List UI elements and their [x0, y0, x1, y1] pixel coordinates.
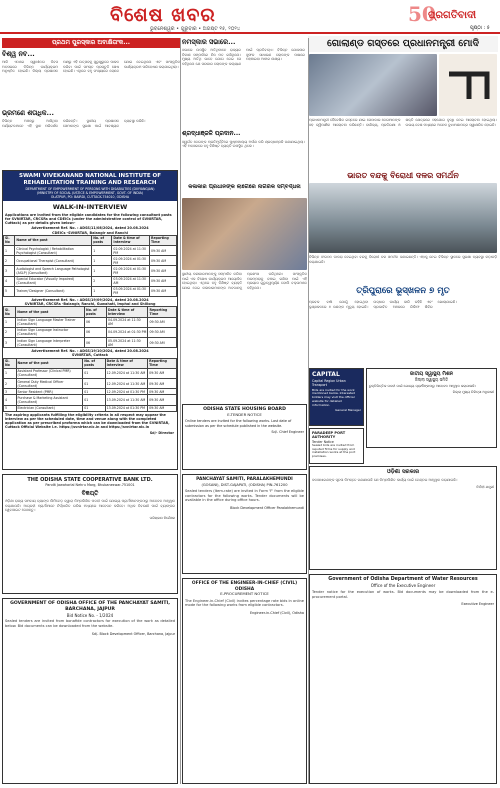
table-cell: 06 [85, 317, 107, 327]
table-header-cell: Date & time of Interview [112, 235, 150, 245]
capital-title: CAPITAL [312, 371, 340, 378]
health-title: ଜାତୀୟ ସ୍ୱାସ୍ଥ୍ୟ ମିଶନ [409, 371, 454, 377]
table-header-row [4, 235, 177, 245]
water-ad [309, 574, 497, 784]
headline-2-body: ବିଭିନ୍ନ ସଂଗଠନ ଡାକରା ଦେଇଥିବା ବନ୍ଦକୁ ବିରୋଧୀ ଦଳ ସମର୍ଥନ ଜଣାଇଛନ୍ତି। ଏହାକୁ ନେଇ ବିଭିନ୍ନ ସ୍ଥାନରେ ସୁରକ୍ଷା ବ୍ୟବସ୍ଥା କଡ଼ାକଡ଼ି କରାଯାଇଛି। [309, 255, 497, 264]
table-row [4, 378, 177, 388]
table-cell: 09:30 AM [149, 246, 176, 256]
engineer-body: The Engineer-in-Chief (Civil) invites percentage rate bids in online mode for the following works from eligible contractors. [185, 598, 304, 608]
table-cell: 5 [4, 286, 15, 296]
table-cell: Assistant Professor (Clinical PMR) (Consultant) [16, 368, 83, 378]
svnirtar-advertisement [2, 170, 178, 470]
rangpur-title: PARADEEP PORT AUTHORITY [312, 431, 346, 440]
walk-in-intro: Applications are invited from the eligible candidates for the following consultant posts for SVNIRTAR, CRCSRs and CDEICs (under the administrative control of SVNIRTAR, Cuttack) as per details given below:- [5, 212, 172, 226]
table-cell: 09:30 AM [148, 405, 177, 411]
svnirtar-header [3, 171, 177, 201]
table-cell: 2 [92, 276, 112, 286]
table-row [4, 276, 177, 286]
table-row [4, 368, 177, 378]
table-cell: General Duty Medical Officer (Consultant) [16, 378, 83, 388]
table-cell: 05.09.2024 at 11:30 AM [107, 337, 148, 347]
table-row [4, 395, 177, 405]
water-sign: Executive Engineer [461, 602, 494, 607]
table-row [4, 266, 177, 276]
table-cell: 1 [92, 266, 112, 276]
anniversary-logo: 50 [408, 2, 436, 26]
story-2 [2, 109, 180, 167]
ad-signature: Sd/- Director [149, 430, 174, 435]
table-cell: 2 [4, 327, 16, 337]
table-header-cell: No. of posts [83, 358, 105, 368]
table-header-cell: Sl. No [4, 307, 16, 317]
org-address-line: OLATPUR, PO: BAIRDI, CUTTACK-754010, ODISHA [50, 194, 130, 199]
coop-bank-sign: ପରିଚାଳନା ନିର୍ଦ୍ଦେଶକ [149, 515, 175, 520]
table-cell: 09:30 AM [148, 327, 177, 337]
table-header-cell: Name of the post [15, 235, 92, 245]
mid-body: ସ୍ଥାନୀୟ କଳାକାରମାନଙ୍କୁ ସମ୍ମାନିତ କରିବା ପାଇଁ ଏକ ବିଶେଷ କାର୍ଯ୍ୟକ୍ରମ ଆୟୋଜିତ ହୋଇଥିଲା। ଏଥିରେ ବହୁ ବିଶିଷ୍ଟ ବ୍ୟକ୍ତି ଯୋଗ ଦେଇ କଳାକାରମାନଙ୍କ ଅବଦାନକୁ ପ୍ରଶଂସା କରିଥିଲେ। ସାଂସ୍କୃତିକ ପରମ୍ପରାକୁ ବଞ୍ଚାଇ ରଖିବା ପାଇଁ ଏହି ପ୍ରୟାସ ଗୁରୁତ୍ୱପୂର୍ଣ୍ଣ ବୋଲି ବକ୍ତାମାନେ କହିଥିଲେ। [182, 272, 307, 290]
center-ad [182, 404, 307, 470]
table-cell: 3 [4, 389, 17, 395]
table-cell: Clinical Psychologist / Rehabilitation Psychologist (Consultant) [15, 246, 92, 256]
story-1 [2, 50, 180, 108]
table-cell: 06 [85, 327, 107, 337]
table-header-cell: Sl. No [4, 235, 15, 245]
column-rule-1 [180, 38, 181, 784]
org-ministry-line: (MINISTRY OF SOCIAL JUSTICE & EMPOWERMENT, GOVT. OF INDIA) [36, 190, 144, 195]
table-header-cell: Reporting Time [149, 235, 176, 245]
panchayat-ad [182, 474, 307, 574]
table-cell: 02.09.2024 at 11:30 PM [112, 246, 150, 256]
posts-table-1 [3, 235, 177, 297]
adv-ref-1: Advertisement Ref. No. : ADSS/11/08/2024, dated 20.08.2024 [31, 226, 149, 231]
table-cell: 09:30 AM [148, 368, 177, 378]
table-header-cell: Name of the post [16, 307, 85, 317]
jajpur-subtitle: Bid Notice No. - 1/2024 [66, 613, 114, 619]
lead-photo [309, 54, 437, 116]
table-cell: 13.09.2024 at 11:30 AM [105, 395, 147, 405]
table-cell: Purchase & Marketing Assistant (Consultant) [16, 395, 83, 405]
right-col-body: ଜନସାଧାରଣଙ୍କ ସୂଚନା ନିମନ୍ତେ ଜଣାଯାଉଛି ଯେ ନିମ୍ନଲିଖିତ କାର୍ଯ୍ୟ ପାଇଁ ଟେଣ୍ଡର ଆହ୍ୱାନ କରାଯାଉଛି। [312, 477, 458, 482]
coop-bank-title: THE ODISHA STATE COOPERATIVE BANK LTD. [27, 477, 153, 483]
rangpur-body: Sealed bids are invited from reputed firms for supply and installation works at the port premises. [312, 442, 356, 459]
table-cell: 1 [4, 368, 17, 378]
headline-2-box [308, 170, 498, 182]
table-cell: Special Educator (Visually Impaired) (Consultant) [15, 276, 92, 286]
lead-body: ପ୍ରଧାନମନ୍ତ୍ରୀ ବୈଦେଶିକ ଗସ୍ତରେ ଯାଇ ସେଠାକାର ନେତାମାନଙ୍କ ସହ ଦ୍ୱିପାକ୍ଷିକ ଆଲୋଚନା କରିଛନ୍ତି। ବାଣିଜ୍ୟ, ପ୍ରତିରକ୍ଷା ଓ ଶକ୍ତି କ୍ଷେତ୍ରରେ ସହଯୋଗ ବୃଦ୍ଧି ନେଇ ଆଲୋଚନା ହୋଇଥିଲା। ଉଭୟ ଦେଶ ମଧ୍ୟରେ ଅନେକ ବୁଝାମଣାପତ୍ର ସ୍ୱାକ୍ଷରିତ ହୋଇଛି। [309, 118, 497, 127]
water-subtitle: Office of the Executive Engineer [370, 582, 436, 588]
table-cell: 01 [83, 405, 105, 411]
jajpur-footer: Sd/- Block Development Officer, Barchana, Jajpur [91, 631, 175, 636]
water-title: Government of Odisha Department of Water Resources [328, 577, 478, 582]
table-row [4, 337, 177, 347]
table-cell: 12.09.2024 at 11:30 AM [105, 368, 147, 378]
capital-sign: General Manager [335, 408, 361, 413]
rangpur-subtitle: Tender Notice [312, 439, 334, 444]
coop-bank-body: ଓଡ଼ିଶା ରାଜ୍ୟ ସମବାୟ ବ୍ୟାଙ୍କ ଲିମିଟେଡ଼ ଦ୍ୱାରା ନିମ୍ନଲିଖିତ ପଦବୀ ପାଇଁ ଯୋଗ୍ୟ ପ୍ରାର୍ଥୀମାନଙ୍କଠାରୁ ଆବେଦନ ଆହ୍ୱାନ କରାଯାଉଛି। ଆଗ୍ରହୀ ପ୍ରାର୍ଥୀମାନେ ନିର୍ଦ୍ଧାରିତ ତାରିଖ ମଧ୍ୟରେ ଆବେଦନ କରିବେ। ଅଧିକ ବିବରଣୀ ପାଇଁ ବ୍ୟାଙ୍କର ୱେବସାଇଟ ଦେଖନ୍ତୁ। [5, 499, 175, 513]
section-title: ବିଶେଷ ଖବର [110, 4, 216, 26]
adv-ref-3-sub: SVNIRTAR, Cuttack [71, 353, 109, 358]
table-header-cell: Name of the post [16, 358, 83, 368]
table-cell: 1 [92, 246, 112, 256]
mid-headline-box [182, 184, 307, 196]
top-left-banner: ପ୍ରଥମ ପୁରସ୍କାର ଅବାକ୍ଷିତାଂକ... [2, 38, 180, 48]
graphic-icon [439, 54, 497, 116]
table-cell: 2 [4, 256, 15, 266]
posts-table-3 [3, 358, 177, 412]
table-cell: 1 [4, 317, 16, 327]
table-row [4, 246, 177, 256]
health-subtitle: ଜିଲ୍ଲା ସ୍ୱାସ୍ଥ୍ୟ ସମିତି [414, 377, 449, 383]
table-cell: Indian Sign Language Interpreter (Consultant) [16, 337, 85, 347]
org-dept-line: DEPARTMENT OF EMPOWERMENT OF PERSONS WITH DISABILITIES (DIVYANGJAN) [25, 186, 155, 191]
table-cell: 04.09.2024 at 01:30 PM [107, 327, 148, 337]
right-col-title: ଓଡ଼ିଶା ସରକାର [386, 469, 420, 475]
headline-2: ଭାରତ ବନ୍ଦକୁ ବିରୋଧୀ ଦଳର ସମର୍ଥନ [347, 171, 459, 180]
right-headline: ତ୍ରିପୁରାରେ ଭୂସ୍ଖଳନ ୭ ମୃତ [356, 286, 450, 296]
table-header-row [4, 358, 177, 368]
table-header-cell: Date & time of Interview [107, 307, 148, 317]
table-cell: 5 [4, 405, 17, 411]
table-cell: 09:30 AM [148, 395, 177, 405]
mid-headline: କଳାକାର ପ୍ରଧାନଙ୍କ ଲାଗେରେ ନାଗରିକ ସମ୍ବର୍ଦ୍ଧନା [188, 184, 301, 190]
engineer-ad [182, 578, 307, 784]
capital-ad [309, 368, 364, 426]
panchayat-sign: Block Development Officer Paralakhemundi [230, 505, 304, 510]
coop-bank-ad [2, 474, 178, 594]
right-col-sign: ନିର୍ବାହୀ ଯନ୍ତ୍ରୀ [476, 485, 494, 490]
adv-ref-1-sub: CDEICs -SVNIRTAR, Balangir and Ranchi [52, 230, 128, 235]
table-row [4, 327, 177, 337]
lead-photo-graphic [439, 54, 497, 116]
story-1-title: ବିଶ୍ୱ ନବ... [2, 50, 35, 58]
page-number: ପୃଷ୍ଠା : ୫ [470, 25, 490, 31]
table-cell: 01 [83, 389, 105, 395]
table-header-cell: No. of posts [85, 307, 107, 317]
capital-body: Bids are invited for the work mentioned below. Interested bidders may visit the official website for detailed information. [312, 387, 355, 407]
center-ad-title: ODISHA STATE HOUSING BOARD [203, 407, 286, 412]
table-cell: Trainer/ Designer (Consultant) [15, 286, 92, 296]
right-col-ad [309, 466, 497, 570]
health-body: ଚୁକ୍ତିଭିତ୍ତିକ ପଦବୀ ପାଇଁ ଯୋଗ୍ୟ ପ୍ରାର୍ଥୀଙ୍କଠାରୁ ଆବେଦନ ଆହ୍ୱାନ କରାଯାଉଛି। [369, 384, 477, 389]
story-3 [182, 38, 305, 168]
center-ad-body: Online tenders are invited for the following works. Last date of submission as per the schedule published in the website. [185, 419, 292, 428]
story-4-title: ଶ୍ରଦ୍ଧାଞ୍ଜଳି ପ୍ରଦାନ... [182, 130, 241, 138]
table-cell: 09:30 AM [148, 337, 177, 347]
table-cell: 02.09.2024 at 01:30 PM [112, 266, 150, 276]
table-header-cell: No. of posts [92, 235, 112, 245]
adv-ref-2: Advertisement Ref. No. : ADSS/19/09/2024, dated 20.08.2024 [31, 298, 149, 303]
table-header-cell: Reporting Time [148, 358, 177, 368]
story-3-title: ନମସ୍କାର ସଭାରେ... [182, 38, 236, 46]
jajpur-title: GOVERNMENT OF ODISHA OFFICE OF THE PANCHAYAT SAMITI, BARCHANA, JAJPUR [10, 601, 170, 612]
table-row [4, 286, 177, 296]
table-cell: 3 [4, 337, 16, 347]
table-row [4, 256, 177, 266]
table-cell: 2 [4, 378, 17, 388]
table-cell: Audiologist and Speech Language Pathologist (ASLP) (Consultant) [15, 266, 92, 276]
ad-footer: The aspiring applicants fulfilling the eligibility criteria in all respect may appear the interview as per the scheduled date, time and venue along with the completed application as per prescribed proforma which can be downloaded from the SVNIRTAR, Cuttack Official Website i.e. https://svnirtar.nic.in and https://svnirtar.nic.in [5, 412, 170, 430]
table-header-row [4, 307, 177, 317]
table-cell: 09:30 AM [149, 266, 176, 276]
table-cell: 4 [4, 395, 17, 405]
coop-bank-heading: ବିଜ୍ଞପ୍ତି [81, 489, 99, 497]
table-header-cell: Date & time of Interview [105, 358, 147, 368]
table-cell: Senior Resident (PMR) [16, 389, 83, 395]
table-cell: 12.09.2024 at 11:30 AM [105, 378, 147, 388]
table-cell: 09:30 AM [148, 378, 177, 388]
capital-subtitle: Capital Region Urban Transport [312, 378, 346, 387]
story-1-body: ଆଜି ଏଠାରେ ସ୍ୱାଧୀନତା ଦିବସ ଅବସରରେ ବିଭିନ୍ନ କାର୍ଯ୍ୟକ୍ରମ ଅନୁଷ୍ଠିତ ହୋଇଛି। ଜିଲ୍ଲା ପ୍ରଶାସନ ପକ୍ଷରୁ ଏହି ଉତ୍ସବକୁ ସୁରୁଖୁରୁରେ ପାଳନ କରିବା ପାଇଁ ସମସ୍ତ ପ୍ରସ୍ତୁତି ଶେଷ ହୋଇଛି। ଏଥିରେ ବହୁ ସଂଖ୍ୟାରେ ଲୋକେ ଯୋଗ ଦେଇଥିଲେ ଏବଂ ସାଂସ୍କୃତିକ କାର୍ଯ୍ୟକ୍ରମ ପରିବେଷଣ କରାଯାଇଥିଲା। [2, 60, 180, 74]
panchayat-title: PANCHAYAT SAMITI, PARALAKHEMUNDI [196, 477, 293, 482]
story-2-body: ବିଭିନ୍ନ ଅଞ୍ଚଳରୁ ଆସିଥିବା ପର୍ଯ୍ୟଟକମାନେ ଏହି ସ୍ଥାନ ପରିଦର୍ଶନ କରିଛନ୍ତି। ସ୍ଥାନୀୟ ପ୍ରଶାସନ ସେମାନଙ୍କ ସୁରକ୍ଷା ପାଇଁ ଆବଶ୍ୟକ ବ୍ୟବସ୍ଥା କରିଛି। [2, 119, 146, 128]
engineer-subtitle: E-PROCUREMENT NOTICE [220, 591, 269, 596]
table-cell: Indian Sign Language Master Trainer (Consultant) [16, 317, 85, 327]
table-cell: Occupational Therapist (Consultant) [15, 256, 92, 266]
table-cell: 09:30 AM [148, 389, 177, 395]
table-cell: Indian Sign Language Instructor (Consultant) [16, 327, 85, 337]
table-row [4, 405, 177, 411]
table-cell: 1 [92, 286, 112, 296]
panchayat-body: Sealed tenders (Item-rate) are invited in Form 'F' from the eligible contractors for the following works. Tender documents will be available in the office during office hours. [185, 488, 304, 503]
table-cell: 03.09.2024 at 11:30 AM [112, 276, 150, 286]
lead-headline: ଗୋଲାଣ୍ଡ ଗସ୍ତରେ ପ୍ରଧାନମନ୍ତ୍ରୀ ମୋଦି [327, 38, 479, 49]
table-cell: 09:30 AM [149, 286, 176, 296]
table-cell: 09:30 AM [148, 317, 177, 327]
story-3-body: ସଭାରେ ଉପସ୍ଥିତ ଅତିଥିମାନେ ରାଜ୍ୟର ବିକାଶ ସମ୍ପର୍କରେ ନିଜ ମତ ରଖିଥିଲେ। ମୁଖ୍ୟ ଅତିଥି ଭାବେ ଯୋଗ ଦେଇ ସେ କହିଥିଲେ ଯେ ସରକାର ଲୋକଙ୍କ କଲ୍ୟାଣ ପାଇଁ ପ୍ରତିବଦ୍ଧ। ବିଭିନ୍ନ ଯୋଜନାର ସୁଫଳ ସାଧାରଣ ଲୋକଙ୍କ ପାଖରେ ପହଞ୍ଚାଇବା ଆମର ଲକ୍ଷ୍ୟ। [182, 48, 305, 66]
table-cell: 06 [85, 337, 107, 347]
adv-ref-3: Advertisement Ref. No. : ADSS/19/10/2024, dated 20.08.2024 [31, 349, 149, 354]
table-header-cell: Sl. No [4, 358, 17, 368]
table-cell: 1 [92, 256, 112, 266]
walk-in-title: WALK-IN-INTERVIEW [52, 202, 128, 211]
table-cell: 4 [4, 276, 15, 286]
table-cell: 04.09.2024 at 11:30 AM [107, 317, 148, 327]
center-ad-sign: Sd/- Chief Engineer [271, 429, 304, 434]
org-name-line-2: REHABILITATION TRAINING AND RESEARCH [23, 179, 157, 186]
table-cell: 02.09.2024 at 01:30 PM [112, 256, 150, 266]
table-cell: 12.09.2024 at 01:30 PM [105, 389, 147, 395]
table-cell: Electrician (Consultant) [16, 405, 83, 411]
story-4-body: ସ୍ୱର୍ଗତ ନେତାଙ୍କ ପ୍ରତିମୂର୍ତ୍ତିରେ ପୁଷ୍ପମାଲ୍ୟ ଅର୍ପଣ କରି ଶ୍ରଦ୍ଧାଞ୍ଜଳି ଜଣାଯାଇଥିଲା। ଏହି ଅବସରରେ ବହୁ ବିଶିଷ୍ଟ ବ୍ୟକ୍ତି ଉପସ୍ଥିତ ଥିଲେ। [182, 139, 305, 149]
jajpur-body: Sealed tenders are invited from bonafide contractors for execution of the work as detailed below. Bid documents can be downloaded from the website. [5, 619, 175, 629]
health-notice-ad [366, 368, 497, 448]
bandh-photo [309, 183, 497, 253]
jajpur-ad [2, 598, 178, 784]
column-rule-2 [308, 38, 309, 784]
right-body: ପ୍ରବଳ ବର୍ଷା ଯୋଗୁଁ ହୋଇଥିବା ଭୂସ୍ଖଳନରେ ୭ ଜଣଙ୍କ ମୃତ୍ୟୁ ହୋଇଛି। ଉଦ୍ଧାର କାର୍ଯ୍ୟ ଜାରି ରହିଛି ଏବଂ ପ୍ରଭାବିତ ଅଞ୍ଚଳରେ ରିଲିଫ ଶିବିର ଖୋଲାଯାଇଛି। [309, 300, 457, 309]
engineer-title: OFFICE OF THE ENGINEER-IN-CHIEF (CIVIL) ODISHA [191, 581, 298, 592]
masthead [0, 0, 500, 34]
newspaper-logo: ପ୍ରଗତିବାଦୀ [428, 10, 477, 21]
lead-headline-box [308, 36, 498, 52]
table-cell: 01 [83, 378, 105, 388]
rangpur-ad [309, 428, 364, 464]
table-cell: 03.09.2024 at 01:30 PM [112, 286, 150, 296]
panchayat-subtitle: (GOSANI), DIST-GAJAPATI, (ODISHA) PIN-761200 [201, 482, 288, 487]
date-line: ଭୁବନେଶ୍ୱର • ଗୁରୁବାର • ଅଗଷ୍ଟ ୧୫, ୨୦୨୪ [150, 26, 241, 32]
org-name-line-1: SWAMI VIVEKANAND NATIONAL INSTITUTE OF [19, 173, 161, 179]
engineer-sign: Engineer-in-Chief (Civil), Odisha [250, 610, 304, 615]
table-cell: 01 [83, 368, 105, 378]
center-ad-subtitle: E-TENDER NOTICE [227, 411, 262, 417]
adv-ref-2-sub: SVNIRTAR, CRCSRs -Balangir, Ranchi, Guwahati, Imphal and Shillong [24, 302, 156, 307]
table-cell: 13.09.2024 at 01:30 PM [105, 405, 147, 411]
table-cell: 09:30 AM [149, 256, 176, 266]
table-cell: 1 [4, 246, 15, 256]
coop-bank-address: Pandit Jawaharlal Nehru Marg, Bhubaneswar-751001 [45, 483, 135, 488]
table-cell: 09:30 AM [149, 276, 176, 286]
table-row [4, 317, 177, 327]
felicitation-photo [182, 198, 307, 270]
table-cell: 3 [4, 266, 15, 276]
posts-table-2 [3, 306, 177, 348]
health-sign: ଜିଲ୍ଲା ମୁଖ୍ୟ ଚିକିତ୍ସା ଅଧିକାରୀ [452, 390, 494, 395]
table-cell: 01 [83, 395, 105, 405]
right-headline-box [309, 284, 497, 298]
table-header-cell: Reporting Time [148, 307, 177, 317]
water-body: Tender notice for the execution of works. Bid documents may be downloaded from the e-procurement portal. [312, 589, 494, 599]
story-2-title: ଭ୍ରମଣେ ଶତାଧିକ... [2, 109, 54, 117]
